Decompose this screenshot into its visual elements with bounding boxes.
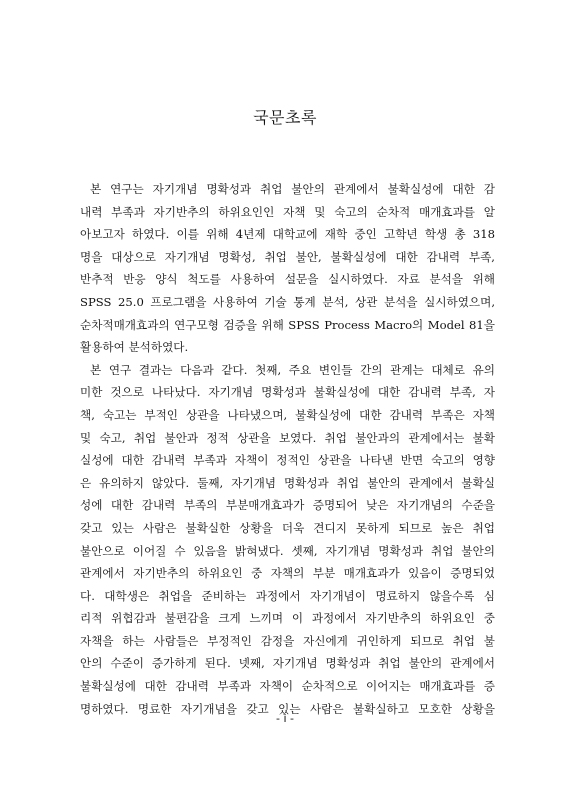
text-line: 은 유의하지 않았다. 둘째, 자기개념 명확성과 취업 불안의 관계에서 불확실 [80,475,495,490]
page-number: - i - [276,712,294,725]
text-line: 성에 대한 감내력 부족의 부분매개효과가 증명되어 낮은 자기개념의 수준을 [80,498,495,513]
text-line: 불안으로 이어질 수 있음을 밝혀냈다. 셋째, 자기개념 명확성과 취업 불안의 [80,543,495,558]
text-line: 내력 부족과 자기반추의 하위요인인 자책 및 숙고의 순차적 매개효과를 알 [80,204,495,219]
paragraph-1 [80,178,495,359]
page-title: 국문초록 [253,108,317,127]
text-line: 본 연구 결과는 다음과 같다. 첫째, 주요 변인들 간의 관계는 대체로 유의 [90,362,495,377]
text-line: 다. 대학생은 취업을 준비하는 과정에서 자기개념이 명료하지 않을수록 심 [80,588,495,603]
text-line: 불확실성에 대한 감내력 부족과 자책이 순차적으로 이어지는 매개효과를 증 [80,679,495,694]
text-line: 리적 위협감과 불편감을 크게 느끼며 이 과정에서 자기반추의 하위요인 중 [80,611,495,626]
text-line: 명하였다. 명료한 자기개념을 갖고 있는 사람은 불확실하고 모호한 상황을 [80,701,495,716]
text-line: 자책을 하는 사람들은 부정적인 감정을 자신에게 귀인하게 되므로 취업 불 [80,633,495,648]
text-line: 관계에서 자기반추의 하위요인 중 자책의 부분 매개효과가 있음이 증명되었 [80,566,495,581]
text-line: 미한 것으로 나타났다. 자기개념 명확성과 불확실성에 대한 감내력 부족, 자 [80,385,495,400]
text-line: 실성에 대한 감내력 부족과 자책이 정적인 상관을 나타낸 반면 숙고의 영향 [80,453,495,468]
text-line: 책, 숙고는 부적인 상관을 나타냈으며, 불확실성에 대한 감내력 부족은 자책 [80,407,495,422]
paragraph-2 [80,359,495,721]
abstract-body [80,178,495,720]
text-line: 안의 수준이 증가하게 된다. 넷째, 자기개념 명확성과 취업 불안의 관계에서 [80,656,495,671]
text-line: 갖고 있는 사람은 불확실한 상황을 더욱 견디지 못하게 되므로 높은 취업 [80,520,495,535]
text-line: 및 숙고, 취업 불안과 정적 상관을 보였다. 취업 불안과의 관계에서는 불확 [80,430,495,445]
text-line: SPSS 25.0 프로그램을 사용하여 기술 통계 분석, 상관 분석을 실시하였으며, [80,294,495,309]
text-line: 명을 대상으로 자기개념 명확성, 취업 불안, 불확실성에 대한 감내력 부족, [80,249,495,264]
text-line: 본 연구는 자기개념 명확성과 취업 불안의 관계에서 불확실성에 대한 감 [90,182,495,196]
text-line: 아보고자 하였다. 이를 위해 4년제 대학교에 재학 중인 고학년 학생 총 318 [80,227,495,242]
text-line: 반추적 반응 양식 척도를 사용하여 설문을 실시하였다. 자료 분석을 위해 [80,272,495,287]
text-line: 활용하여 분석하였다. [80,340,189,355]
text-line: 순차적매개효과의 연구모형 검증을 위해 SPSS Process Macro의 Model 81을 [80,317,495,332]
